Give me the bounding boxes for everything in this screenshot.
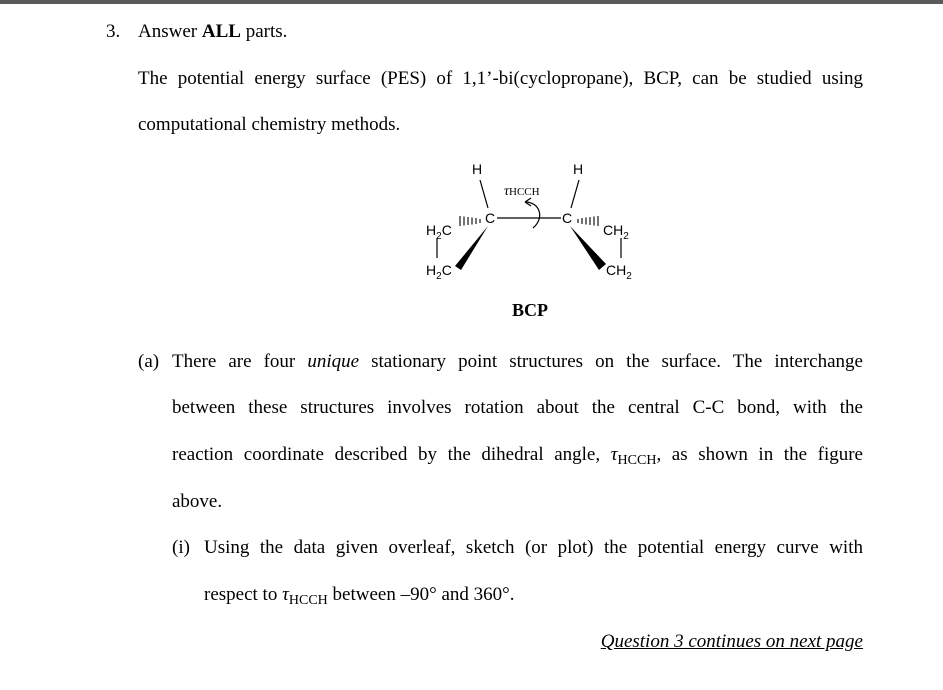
instruction-suffix: parts.: [240, 21, 288, 42]
continues-note: Question 3 continues on next page: [600, 631, 863, 652]
part-a-line-1: There are four unique stationary point structures on the surface. The interchange: [172, 351, 863, 372]
carbon-left: C: [485, 210, 496, 226]
tau-symbol: τ: [610, 444, 618, 465]
tau-symbol: τ: [282, 584, 289, 605]
hashed-bond-right: [578, 216, 598, 226]
wedge-bond-left: [455, 226, 488, 270]
bond-c-h-left: [480, 180, 488, 208]
carbon-right: C: [562, 210, 573, 226]
question-instruction: [138, 21, 287, 43]
part-a-i-label: (i): [172, 537, 190, 558]
instruction-bold: ALL: [201, 21, 241, 42]
instruction-prefix: Answer: [138, 21, 202, 42]
bond-c-h-right: [571, 180, 579, 208]
page-top-border: [0, 0, 943, 4]
part-a-line-4: above.: [172, 491, 223, 512]
h-left-label: H: [472, 161, 483, 177]
figure-label: BCP: [512, 300, 548, 320]
part-a-i-line-1: Using the data given overleaf, sketch (or plot) the potential energy curve with: [204, 537, 863, 558]
h-right-label: H: [573, 161, 584, 177]
part-a-line-3: reaction coordinate described by the dihedral angle, $\tau_{HCCH}$, as shown in the figure: [172, 444, 863, 468]
tau-subscript: HCCH: [617, 453, 657, 468]
question-number: 3.: [106, 21, 121, 42]
tau-subscript: HCCH: [288, 593, 328, 608]
intro-line-2: computational chemistry methods.: [138, 114, 401, 135]
dihedral-angle-label: τHCCH: [504, 184, 540, 199]
wedge-bond-right: [570, 226, 606, 270]
emphasis-unique: unique: [307, 351, 360, 372]
ch2-lower-label: $CH_2$: [606, 262, 632, 282]
bcp-structure-diagram: [400, 150, 670, 295]
rotation-arrow-icon: [525, 202, 540, 228]
h2c-lower-label: $H_2C$: [426, 262, 452, 282]
h2c-upper-label: $H_2C$: [426, 222, 452, 242]
intro-line-1: The potential energy surface (PES) of 1,1’-bi(cyclopropane), BCP, can be studied using: [138, 68, 863, 89]
part-a-label: (a): [138, 351, 160, 372]
part-a-line-2: between these structures involves rotation about the central C-C bond, with the: [172, 397, 863, 418]
hashed-bond-left: [460, 216, 480, 226]
part-a-i-line-2: respect to $\tau_{HCCH}$ between –90° and 360°.: [204, 584, 515, 608]
ch2-upper-label: $CH_2$: [603, 222, 629, 242]
